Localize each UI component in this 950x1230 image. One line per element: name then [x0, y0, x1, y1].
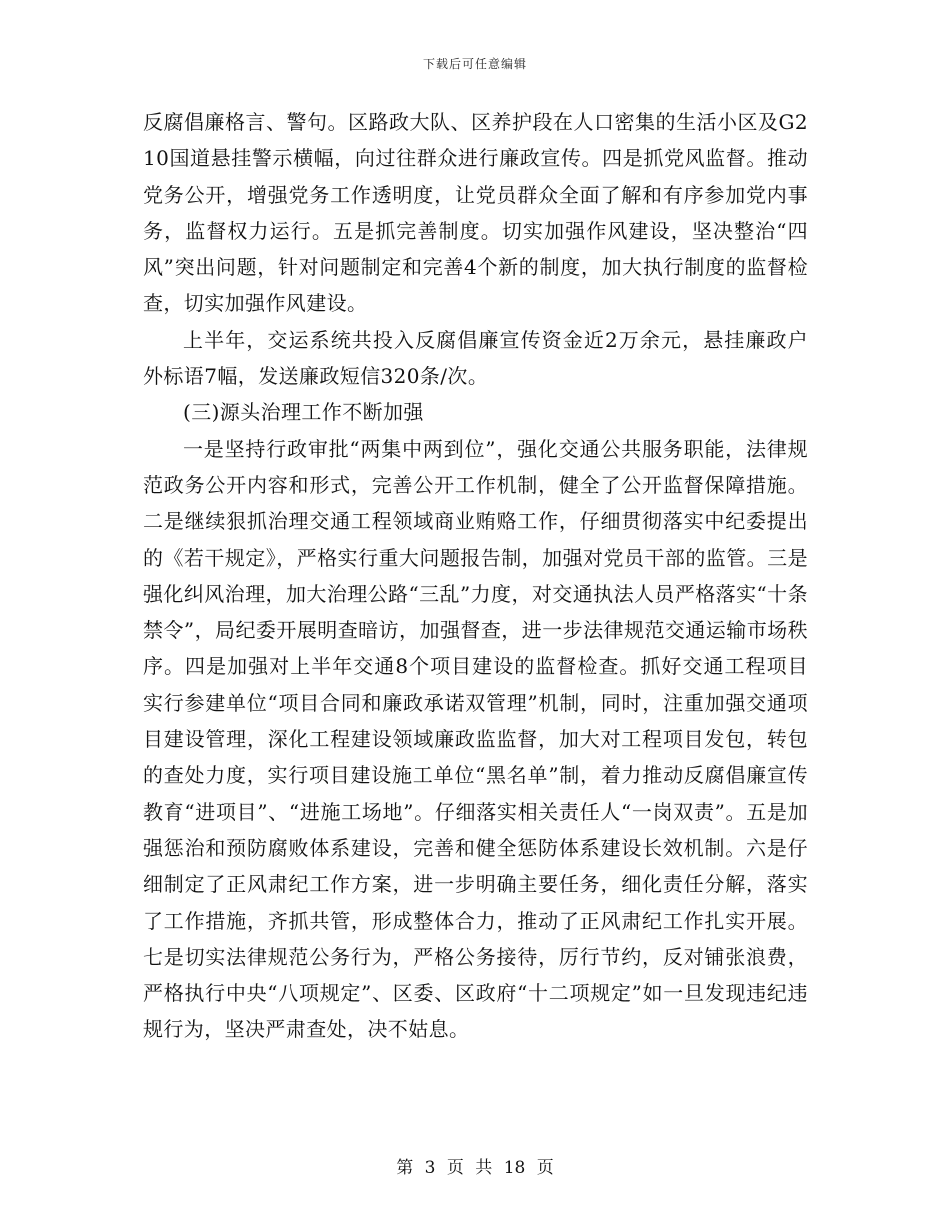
- document-body: [143, 104, 808, 1048]
- page-header-note: 下载后可任意编辑: [422, 57, 527, 71]
- body-paragraph-continuation: 反腐倡廉格言、警句。区路政大队、区养护段在人口密集的生活小区及G210国道悬挂警示横幅，向过往群众进行廉政宣传。四是抓党风监督。推动党务公开，增强党务工作透明度，让党员群众全面了解和有序参加党内事务，监督权力运行。五是抓完善制度。切实加强作风建设，坚决整治“四风”突出问题，针对问题制定和完善4个新的制度，加大执行制度的监督检查，切实加强作风建设。: [143, 110, 808, 316]
- body-paragraph-funding: 上半年，交运系统共投入反腐倡廉宣传资金近2万余元，悬挂廉政户外标语7幅，发送廉政短信320条/次。: [143, 327, 808, 389]
- section-heading: (三)源头治理工作不断加强: [183, 400, 424, 425]
- body-paragraph-source-governance: 一是坚持行政审批“两集中两到位”，强化交通公共服务职能，法律规范政务公开内容和形式，完善公开工作机制，健全了公开监督保障措施。二是继续狠抓治理交通工程领域商业贿赂工作，仔细贯彻落实中纪委提出的《若干规定》，严格实行重大问题报告制，加强对党员干部的监管。三是强化纠风治理，加大治理公路“三乱”力度，对交通执法人员严格落实“十条禁令”，局纪委开展明查暗访，加强督查，进一步法律规范交通运输市场秩序。四是加强对上半年交通8个项目建设的监督检查。抓好交通工程项目实行参建单位“项目合同和廉政承诺双管理”机制，同时，注重加强交通项目建设管理，深化工程建设领域廉政监监督，加大对工程项目发包，转包的查处力度，实行项目建设施工单位“黑名单”制，着力推动反腐倡廉宣传教育“进项目”、“进施工场地”。仔细落实相关责任人“一岗双责”。五是加强惩治和预防腐败体系建设，完善和健全惩防体系建设长效机制。六是仔细制定了正风肃纪工作方案，进一步明确主要任务，细化责任分解，落实了工作措施，齐抓共管，形成整体合力，推动了正风肃纪工作扎实开展。七是切实法律规范公务行为，严格公务接待，厉行节约，反对铺张浪费，严格执行中央“八项规定”、区委、区政府“十二项规定”如一旦发现违纪违规行为，坚决严肃查处，决不姑息。: [143, 436, 808, 1042]
- page-number: 第 3 页 共 18 页: [396, 1158, 554, 1178]
